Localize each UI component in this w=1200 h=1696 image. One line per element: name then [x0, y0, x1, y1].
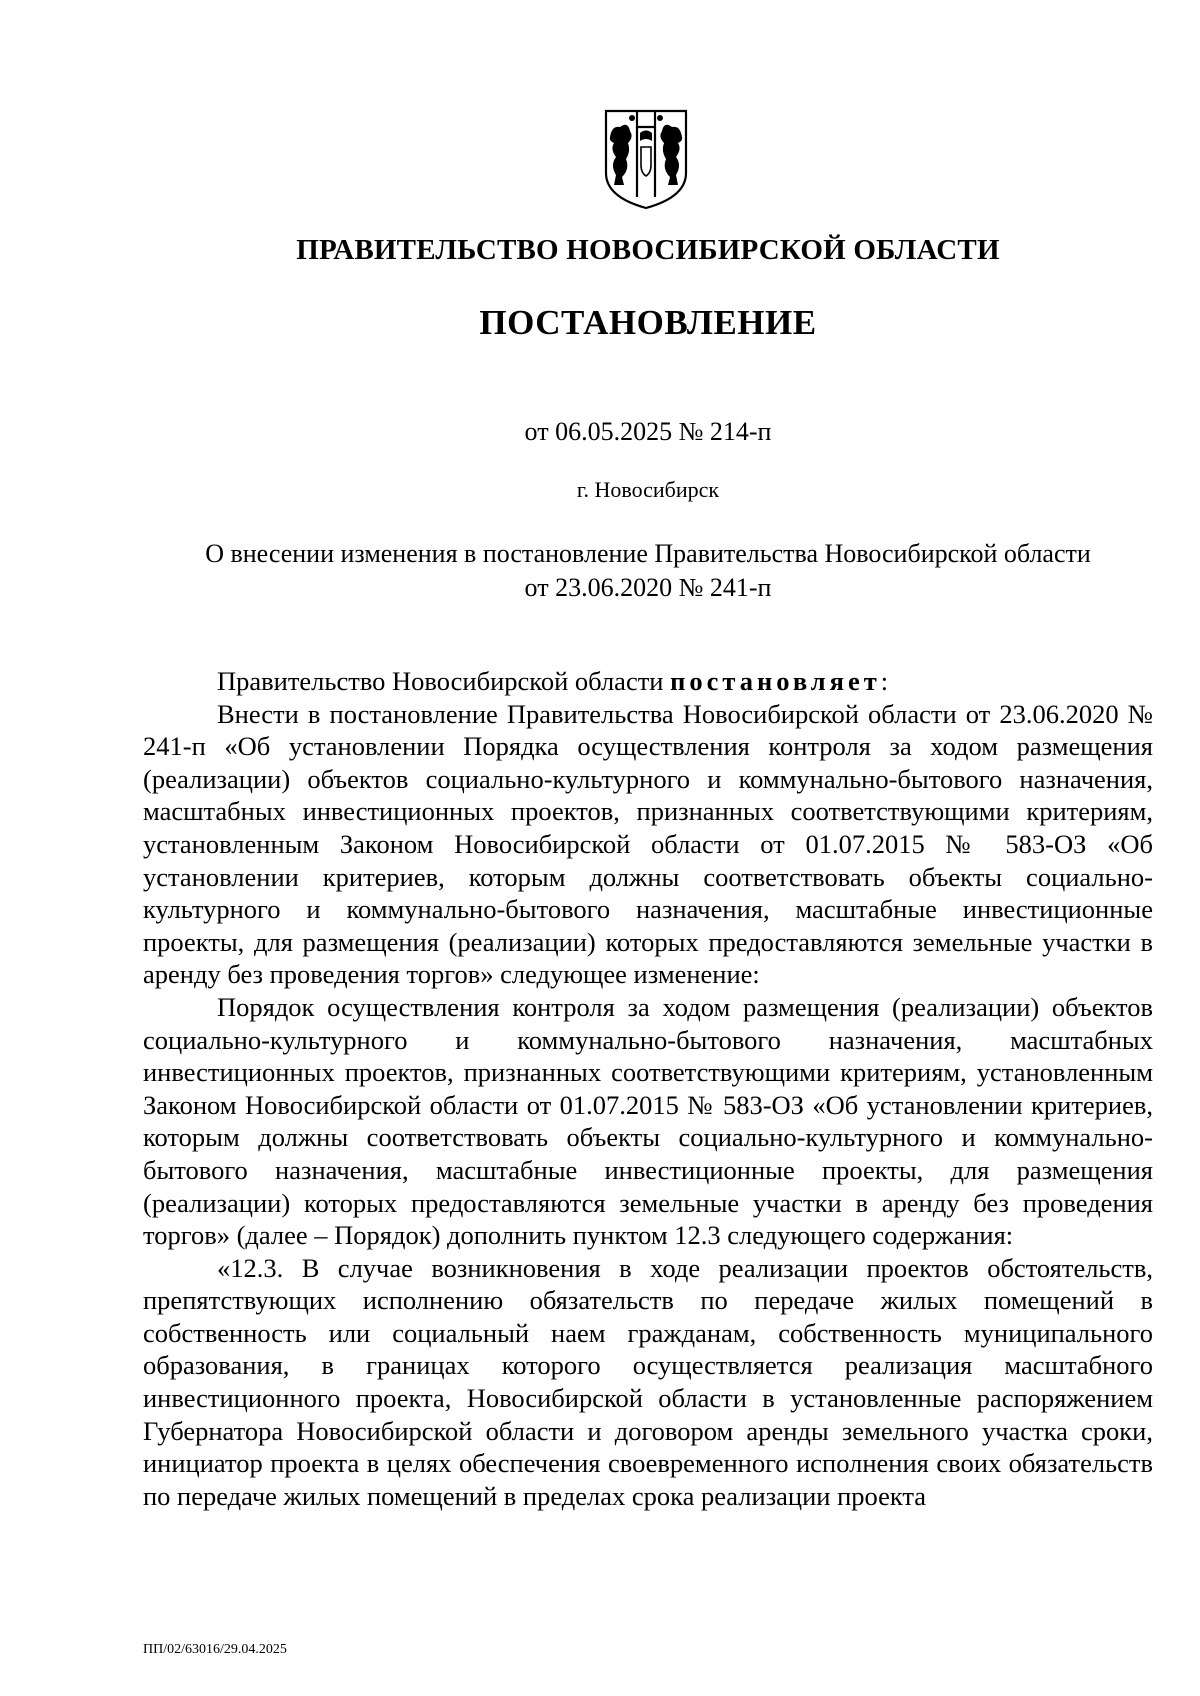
intro-suffix: :	[880, 666, 889, 696]
intro-paragraph	[143, 665, 1153, 698]
document-city: г. Новосибирск	[576, 477, 720, 502]
intro-prefix: Правительство Новосибирской области	[217, 666, 671, 696]
document-subject-line-2: от 23.06.2020 № 241-п	[524, 573, 772, 602]
footer-document-code: ПП/02/63016/29.04.2025	[143, 1642, 287, 1657]
intro-resolves: постановляет	[670, 666, 881, 696]
document-body	[143, 665, 1153, 1512]
paragraph-3: «12.3. В случае возникновения в ходе реализации проектов обстоятельств, препятствующих исполнению обязательств по передаче жилых помещений в собственность или социальный наем гражданам, собственность муниципального образования, в границах которого осуществляется реализация масштабного инвестиционного проекта, Новосибирской области в установленные распоряжением Губернатора Новосибирской области и договором аренды земельного участка сроки, инициатор проекта в целях обеспечения своевременного исполнения своих обязательств по передаче жилых помещений в пределах срока реализации проекта	[143, 1252, 1153, 1511]
document-date-number: от 06.05.2025 № 214-п	[524, 417, 772, 446]
paragraph-1: Внести в постановление Правительства Новосибирской области от 23.06.2020 № 241-п «Об установлении Порядка осуществления контроля за ходом размещения (реализации) объектов социально-культурного и коммунально-бытового назначения, масштабных инвестиционных проектов, признанных соответствующими критериям, установленным Законом Новосибирской области от 01.07.2015 № 583-ОЗ «Об установлении критериев, которым должны соответствовать объекты социально-культурного и коммунально-бытового назначения, масштабные инвестиционные проекты, для размещения (реализации) которых предоставляются земельные участки в аренду без проведения торгов» следующее изменение:	[143, 698, 1153, 990]
coat-of-arms-emblem	[600, 107, 692, 212]
document-type: ПОСТАНОВЛЕНИЕ	[479, 303, 817, 342]
organization-title: ПРАВИТЕЛЬСТВО НОВОСИБИРСКОЙ ОБЛАСТИ	[296, 234, 1000, 266]
paragraph-2: Порядок осуществления контроля за ходом размещения (реализации) объектов социально-культурного и коммунально-бытового назначения, масштабных инвестиционных проектов, признанных соответствующими критериям, установленным Законом Новосибирской области от 01.07.2015 № 583-ОЗ «Об установлении критериев, которым должны соответствовать объекты социально-культурного и коммунально-бытового назначения, масштабные инвестиционные проекты, для размещения (реализации) которых предоставляются земельные участки в аренду без проведения торгов» (далее – Порядок) дополнить пунктом 12.3 следующего содержания:	[143, 991, 1153, 1251]
document-subject-line-1: О внесении изменения в постановление Правительства Новосибирской области	[205, 539, 1091, 568]
